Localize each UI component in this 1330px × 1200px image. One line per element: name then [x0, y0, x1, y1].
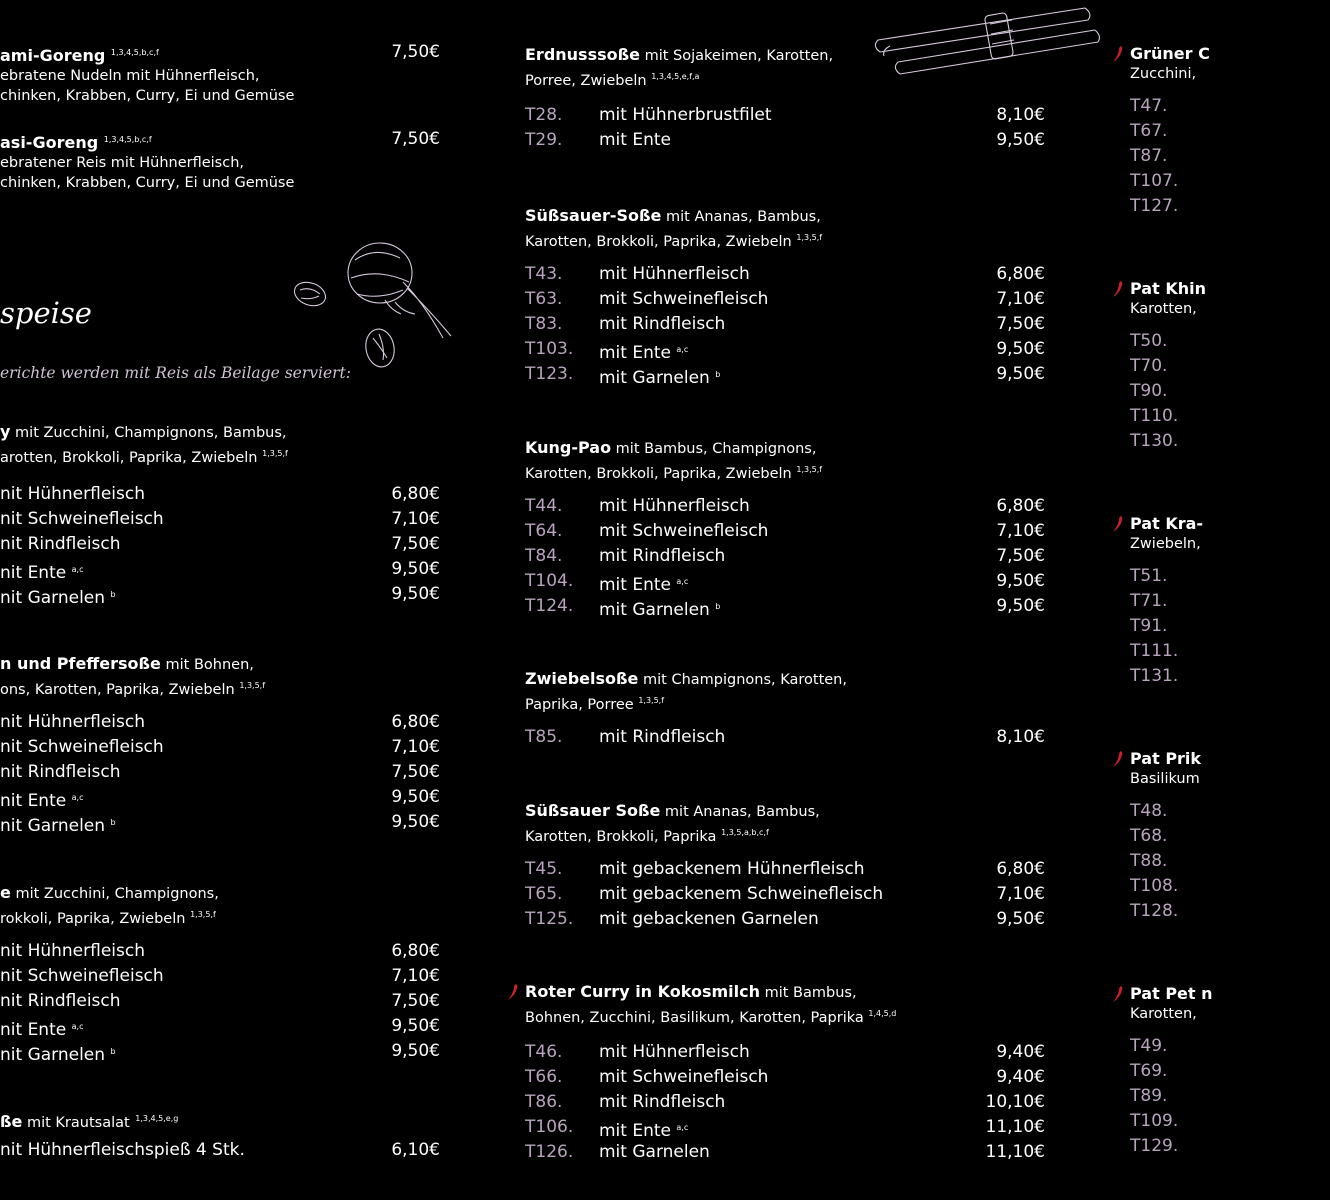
item-name: mit Hühnerfleisch [599, 496, 750, 516]
price-rows [525, 1040, 1045, 1165]
price-row [0, 939, 440, 964]
item-price: 9,50€ [391, 1041, 440, 1061]
item-price: 9,50€ [996, 130, 1045, 150]
price-row [0, 507, 440, 532]
price-row [1130, 614, 1330, 639]
item-name: mit Rindfleisch [599, 314, 726, 334]
dish-erdnusssosse [525, 44, 1045, 153]
allergen-codes: a,c [676, 345, 689, 354]
code-rows [1130, 564, 1330, 689]
item-code: T131. [1130, 666, 1179, 686]
dish-title: Kung-Pao [525, 438, 612, 457]
item-code: T109. [1130, 1111, 1179, 1131]
dish-desc-line-2: Bohnen, Zucchini, Basilikum, Karotten, Paprika [525, 1010, 864, 1026]
item-price: 7,50€ [996, 546, 1045, 566]
item-name: nit Garnelen $^b$ [0, 816, 116, 836]
item-price: 7,10€ [996, 289, 1045, 309]
item-price: 7,50€ [391, 534, 440, 554]
item-code: T130. [1130, 431, 1179, 451]
item-code: T44. [525, 496, 563, 516]
item-code: T87. [1130, 146, 1168, 166]
price-row [525, 287, 1045, 312]
price-row [525, 1065, 1045, 1090]
item-code: T64. [525, 521, 563, 541]
item-code: T43. [525, 264, 563, 284]
price-row [1130, 354, 1330, 379]
item-name: nit Hühnerfleisch [0, 941, 145, 961]
item-name: mit Hühnerbrustfilet [599, 105, 772, 125]
dish-group-4 [0, 1108, 440, 1163]
item-price: 7,10€ [996, 884, 1045, 904]
price-row [1130, 119, 1330, 144]
code-rows [1130, 1034, 1330, 1159]
price-row [525, 1090, 1045, 1115]
item-price: 6,80€ [996, 496, 1045, 516]
allergen-codes: 1,3,4,5,e,g [135, 1114, 179, 1123]
item-name: mit Schweinefleisch [599, 1067, 769, 1087]
dish-title: Roter Curry in Kokosmilch [525, 982, 760, 1001]
dish-title: Erdnusssoße [525, 45, 640, 64]
allergen-codes: a,c [71, 793, 84, 802]
item-code: T65. [525, 884, 563, 904]
item-price: 7,10€ [391, 966, 440, 986]
price-row [0, 1039, 440, 1064]
item-name: mit Ente $^{a,c}$ [599, 1121, 689, 1141]
item-price: 9,50€ [996, 364, 1045, 384]
item-name: nit Rindfleisch [0, 991, 121, 1011]
item-price: 9,50€ [996, 339, 1045, 359]
price-row [525, 103, 1045, 128]
price-row [1130, 429, 1330, 454]
item-price: 7,50€ [391, 991, 440, 1011]
price-row [525, 128, 1045, 153]
price-row [0, 1014, 440, 1039]
price-row [1130, 194, 1330, 219]
item-code: T123. [525, 364, 574, 384]
code-rows [1130, 799, 1330, 924]
dish-mie-goreng [0, 42, 440, 106]
dish-desc-line-2: Karotten, Brokkoli, Paprika [525, 829, 717, 845]
price-row [1130, 1109, 1330, 1134]
price-row [525, 1140, 1045, 1165]
item-code: T68. [1130, 826, 1168, 846]
price-row [1130, 564, 1330, 589]
item-price: 7,50€ [391, 762, 440, 782]
item-name: nit Hühnerfleisch [0, 484, 145, 504]
dish-title: Pat Pet n [1130, 984, 1213, 1003]
item-code: T83. [525, 314, 563, 334]
dish-desc-line-1: ebratener Reis mit Hühnerfleisch, [0, 155, 245, 171]
item-code: T28. [525, 105, 563, 125]
dish-desc-line-2: chinken, Krabben, Curry, Ei und Gemüse [0, 88, 295, 104]
item-code: T104. [525, 571, 574, 591]
price-rows [0, 1138, 440, 1163]
allergen-codes: 1,3,5,f [796, 465, 823, 474]
dish-desc: mit Zucchini, Champignons, Bambus, [10, 425, 287, 441]
price-row [1130, 874, 1330, 899]
item-price: 6,80€ [391, 712, 440, 732]
price-row [0, 532, 440, 557]
item-name: mit Schweinefleisch [599, 521, 769, 541]
item-code: T108. [1130, 876, 1179, 896]
item-price: 9,40€ [996, 1067, 1045, 1087]
item-price: 9,50€ [391, 559, 440, 579]
item-code: T67. [1130, 121, 1168, 141]
price-rows [525, 857, 1045, 932]
dish-title: ami-Goreng [0, 46, 106, 65]
item-code: T71. [1130, 591, 1168, 611]
price-row [0, 710, 440, 735]
price-row [525, 544, 1045, 569]
section-subnote: erichte werden mit Reis als Beilage serviert: [0, 364, 351, 382]
item-code: T124. [525, 596, 574, 616]
dish-pat-khing [1130, 278, 1330, 454]
code-rows [1130, 329, 1330, 454]
allergen-codes: b [715, 602, 721, 611]
chili-icon [1112, 280, 1124, 298]
price-row [1130, 404, 1330, 429]
item-code: T88. [1130, 851, 1168, 871]
price-row [0, 964, 440, 989]
price-row [525, 362, 1045, 387]
item-price: 9,50€ [391, 787, 440, 807]
dish-title: Zwiebelsoße [525, 669, 639, 688]
allergen-codes: 1,3,5,a,b,c,f [721, 828, 769, 837]
item-price: 9,50€ [391, 812, 440, 832]
price-row [0, 785, 440, 810]
chili-icon [507, 983, 519, 1001]
price-row [525, 907, 1045, 932]
dish-desc: mit Ananas, Bambus, [661, 209, 821, 225]
dish-desc: Zucchini, [1130, 66, 1197, 82]
item-name: nit Garnelen $^b$ [0, 588, 116, 608]
item-price: 11,10€ [985, 1117, 1045, 1137]
allergen-codes: b [110, 818, 116, 827]
item-price: 7,50€ [996, 314, 1045, 334]
item-price: 9,40€ [996, 1042, 1045, 1062]
item-code: T126. [525, 1142, 574, 1162]
item-code: T51. [1130, 566, 1168, 586]
item-code: T47. [1130, 96, 1168, 116]
item-price: 6,80€ [391, 941, 440, 961]
item-code: T89. [1130, 1086, 1168, 1106]
price-row [525, 337, 1045, 362]
item-name: mit Ente $^{a,c}$ [599, 343, 689, 363]
price-row [1130, 639, 1330, 664]
chili-icon [1112, 45, 1124, 63]
price-row [1130, 329, 1330, 354]
price-row [525, 1115, 1045, 1140]
dish-title: asi-Goreng [0, 133, 99, 152]
dish-desc: mit Krautsalat [22, 1115, 130, 1131]
dish-nasi-goreng [0, 129, 440, 193]
item-code: T50. [1130, 331, 1168, 351]
item-name: mit Garnelen [599, 1142, 710, 1162]
allergen-codes: b [110, 590, 116, 599]
price-row [1130, 379, 1330, 404]
item-code: T69. [1130, 1061, 1168, 1081]
allergen-codes: 1,3,4,5,b,c,f [110, 48, 159, 57]
item-name: mit Garnelen $^b$ [599, 368, 721, 388]
item-price: 7,10€ [391, 509, 440, 529]
allergen-codes: 1,3,5,f [796, 233, 823, 242]
dish-suesssauer-sosse [525, 205, 1045, 387]
item-code: T90. [1130, 381, 1168, 401]
dish-gruener-curry [1130, 43, 1330, 219]
item-name: mit gebackenen Garnelen [599, 909, 819, 929]
item-name: nit Ente $^{a,c}$ [0, 563, 84, 583]
price-row [525, 494, 1045, 519]
dish-desc: Basilikum [1130, 771, 1200, 787]
price-row [525, 519, 1045, 544]
price-row [1130, 664, 1330, 689]
allergen-codes: 1,3,5,f [239, 681, 266, 690]
item-code: T86. [525, 1092, 563, 1112]
dish-title: Süßsauer-Soße [525, 206, 662, 225]
price-row [525, 857, 1045, 882]
dish-desc: mit Ananas, Bambus, [660, 804, 820, 820]
price-row [0, 810, 440, 835]
item-name: nit Schweinefleisch [0, 737, 164, 757]
item-name: nit Ente $^{a,c}$ [0, 1020, 84, 1040]
price-row [0, 760, 440, 785]
price-row [0, 557, 440, 582]
dish-title: Grüner C [1130, 44, 1210, 63]
dish-desc-line-2: arotten, Brokkoli, Paprika, Zwiebeln [0, 450, 258, 466]
price-rows [0, 710, 440, 835]
dish-title: Süßsauer Soße [525, 801, 661, 820]
item-price: 9,50€ [996, 596, 1045, 616]
dish-title: ße [0, 1112, 23, 1131]
allergen-codes: 1,3,4,5,e,f,a [651, 72, 700, 81]
allergen-codes: 1,3,5,f [190, 910, 216, 919]
item-price: 9,50€ [391, 584, 440, 604]
dish-pat-pet [1130, 983, 1330, 1159]
item-name: mit gebackenem Hühnerfleisch [599, 859, 865, 879]
allergen-codes: 1,3,5,f [638, 696, 665, 705]
price-row [1130, 169, 1330, 194]
item-code: T125. [525, 909, 574, 929]
price-row [1130, 144, 1330, 169]
price-rows [0, 482, 440, 607]
item-code: T49. [1130, 1036, 1168, 1056]
item-name: mit Rindfleisch [599, 546, 726, 566]
dish-title: y [0, 422, 11, 441]
item-name: mit Ente [599, 130, 671, 150]
price-row [0, 582, 440, 607]
price-row [525, 725, 1045, 750]
dish-desc: Zwiebeln, [1130, 536, 1201, 552]
item-price: 8,10€ [996, 105, 1045, 125]
section-heading: speise [0, 296, 92, 330]
chili-icon [1112, 515, 1124, 533]
dish-zwiebelsosse [525, 668, 1045, 750]
price-row [1130, 1034, 1330, 1059]
allergen-codes: a,c [676, 1123, 689, 1132]
item-code: T107. [1130, 171, 1179, 191]
dish-desc-line-2: Paprika, Porree [525, 697, 634, 713]
price-row [1130, 1134, 1330, 1159]
dish-price: 7,50€ [391, 129, 440, 149]
dish-price: 7,50€ [391, 42, 440, 62]
price-rows [525, 103, 1045, 153]
allergen-codes: a,c [71, 1022, 84, 1031]
item-code: T106. [525, 1117, 574, 1137]
allergen-codes: b [110, 1047, 116, 1056]
item-code: T111. [1130, 641, 1179, 661]
dish-group-3 [0, 882, 440, 1064]
item-name: mit Hühnerfleisch [599, 1042, 750, 1062]
dish-desc-line-2: Karotten, Brokkoli, Paprika, Zwiebeln [525, 466, 792, 482]
allergen-codes: a,c [676, 577, 689, 586]
item-price: 6,80€ [996, 859, 1045, 879]
item-name: mit Ente $^{a,c}$ [599, 575, 689, 595]
item-code: T91. [1130, 616, 1168, 636]
price-row [1130, 799, 1330, 824]
price-row [525, 262, 1045, 287]
item-price: 6,80€ [996, 264, 1045, 284]
chili-icon [1112, 985, 1124, 1003]
item-price: 8,10€ [996, 727, 1045, 747]
dish-pat-kra-pao [1130, 513, 1330, 689]
item-code: T103. [525, 339, 574, 359]
price-row [0, 482, 440, 507]
dish-title: Pat Kra- [1130, 514, 1204, 533]
item-name: nit Rindfleisch [0, 762, 121, 782]
item-code: T66. [525, 1067, 563, 1087]
item-code: T129. [1130, 1136, 1179, 1156]
price-row [1130, 849, 1330, 874]
price-rows [0, 939, 440, 1064]
shrimp-sketch [285, 238, 455, 378]
dish-pat-prik [1130, 748, 1330, 924]
item-price: 9,50€ [996, 571, 1045, 591]
item-name: nit Schweinefleisch [0, 966, 164, 986]
dish-kung-pao [525, 437, 1045, 619]
dish-suesssauer-gebacken [525, 800, 1045, 932]
dish-desc: mit Zucchini, Champignons, [10, 886, 219, 902]
price-row [0, 1138, 440, 1163]
dish-desc: mit Sojakeimen, Karotten, [639, 48, 834, 64]
dish-desc-line-2: Karotten, Brokkoli, Paprika, Zwiebeln [525, 234, 792, 250]
item-name: mit gebackenem Schweinefleisch [599, 884, 884, 904]
dish-desc-line-2: Porree, Zwiebeln [525, 73, 647, 89]
dish-title: n und Pfeffersoße [0, 654, 161, 673]
price-row [0, 989, 440, 1014]
item-name: nit Schweinefleisch [0, 509, 164, 529]
item-code: T127. [1130, 196, 1179, 216]
item-price: 10,10€ [985, 1092, 1045, 1112]
item-name: nit Ente $^{a,c}$ [0, 791, 84, 811]
dish-desc: mit Bambus, [759, 985, 857, 1001]
dish-title: Pat Prik [1130, 749, 1202, 768]
dish-desc: Karotten, [1130, 1006, 1197, 1022]
item-code: T63. [525, 289, 563, 309]
item-code: T48. [1130, 801, 1168, 821]
price-row [525, 594, 1045, 619]
item-price: 6,10€ [391, 1140, 440, 1160]
item-code: T110. [1130, 406, 1179, 426]
price-row [525, 312, 1045, 337]
price-row [1130, 824, 1330, 849]
allergen-codes: 1,4,5,d [868, 1009, 897, 1018]
item-name: nit Garnelen $^b$ [0, 1045, 116, 1065]
item-name: nit Hühnerfleisch [0, 712, 145, 732]
price-row [1130, 589, 1330, 614]
dish-desc-line-2: ons, Karotten, Paprika, Zwiebeln [0, 682, 235, 698]
item-code: T70. [1130, 356, 1168, 376]
item-price: 11,10€ [985, 1142, 1045, 1162]
chili-icon [1112, 750, 1124, 768]
dish-desc: mit Champignons, Karotten, [638, 672, 847, 688]
allergen-codes: 1,3,5,f [262, 449, 288, 458]
allergen-codes: 1,3,4,5,b,c,f [103, 135, 152, 144]
item-price: 9,50€ [391, 1016, 440, 1036]
code-rows [1130, 94, 1330, 219]
price-row [525, 882, 1045, 907]
allergen-codes: a,c [71, 565, 84, 574]
price-row [525, 1040, 1045, 1065]
item-code: T128. [1130, 901, 1179, 921]
item-name: mit Hühnerfleisch [599, 264, 750, 284]
item-price: 7,10€ [996, 521, 1045, 541]
price-rows [525, 262, 1045, 387]
item-code: T85. [525, 727, 563, 747]
dish-group-2 [0, 653, 440, 835]
allergen-codes: b [715, 370, 721, 379]
price-rows [525, 725, 1045, 750]
item-code: T29. [525, 130, 563, 150]
dish-desc-line-1: ebratene Nudeln mit Hühnerfleisch, [0, 68, 260, 84]
dish-desc: Karotten, [1130, 301, 1197, 317]
dish-title: e [0, 883, 11, 902]
item-name: nit Hühnerfleischspieß 4 Stk. [0, 1140, 245, 1160]
dish-desc: mit Bohnen, [160, 657, 254, 673]
price-row [0, 735, 440, 760]
dish-desc: mit Bambus, Champignons, [611, 441, 817, 457]
dish-group-1 [0, 421, 440, 607]
price-row [1130, 1059, 1330, 1084]
price-row [525, 569, 1045, 594]
price-rows [525, 494, 1045, 619]
dish-title: Pat Khin [1130, 279, 1206, 298]
item-price: 6,80€ [391, 484, 440, 504]
item-name: mit Schweinefleisch [599, 289, 769, 309]
item-name: mit Rindfleisch [599, 727, 726, 747]
item-code: T46. [525, 1042, 563, 1062]
dish-desc-line-2: rokkoli, Paprika, Zwiebeln [0, 911, 186, 927]
item-name: nit Rindfleisch [0, 534, 121, 554]
price-row [1130, 94, 1330, 119]
item-code: T84. [525, 546, 563, 566]
item-price: 7,10€ [391, 737, 440, 757]
item-code: T45. [525, 859, 563, 879]
item-name: mit Rindfleisch [599, 1092, 726, 1112]
price-row [1130, 1084, 1330, 1109]
item-price: 9,50€ [996, 909, 1045, 929]
dish-desc-line-2: chinken, Krabben, Curry, Ei und Gemüse [0, 175, 295, 191]
price-row [1130, 899, 1330, 924]
item-name: mit Garnelen $^b$ [599, 600, 721, 620]
dish-roter-curry [525, 981, 1045, 1165]
